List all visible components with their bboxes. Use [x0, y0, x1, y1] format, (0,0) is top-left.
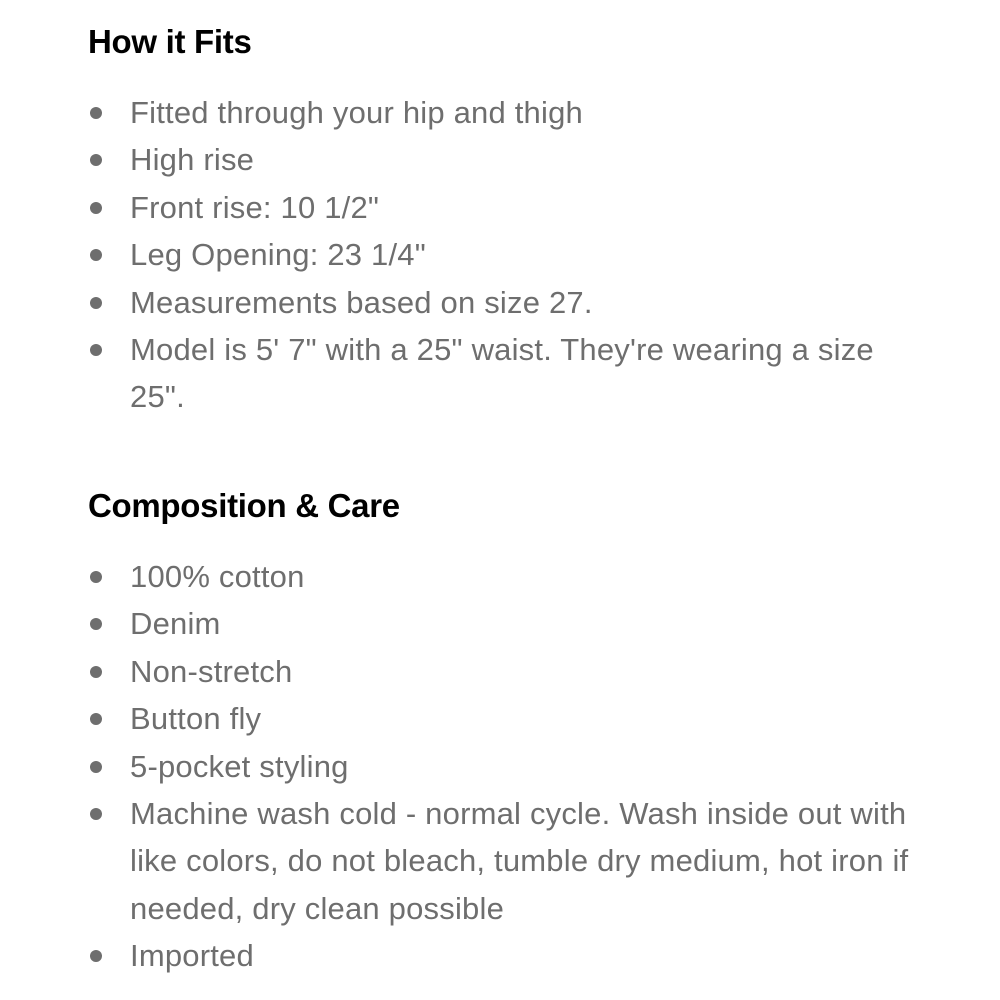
bullet-icon — [90, 808, 102, 820]
bullet-icon — [90, 761, 102, 773]
bullet-icon — [90, 571, 102, 583]
list-item-text: Model is 5' 7" with a 25" waist. They're wearing a size 25". — [130, 332, 874, 415]
bullet-icon — [90, 154, 102, 166]
list-item — [88, 743, 928, 790]
list-item — [88, 89, 928, 136]
list-item-text: Front rise: 10 1/2" — [130, 189, 380, 225]
bullet-icon — [90, 202, 102, 214]
list-item — [88, 326, 928, 421]
list-item-text: Measurements based on size 27. — [130, 284, 593, 320]
list-item — [88, 231, 928, 278]
bullet-icon — [90, 713, 102, 725]
list-item — [88, 790, 928, 932]
list-item-text: Button fly — [130, 701, 262, 737]
bullet-icon — [90, 297, 102, 309]
list-item — [88, 648, 928, 695]
list-item-text: Denim — [130, 606, 221, 642]
list-item — [88, 553, 928, 600]
bullet-icon — [90, 950, 102, 962]
composition-care-list — [88, 553, 928, 980]
list-item — [88, 279, 928, 326]
list-item-text: Leg Opening: 23 1/4" — [130, 237, 426, 273]
list-item — [88, 695, 928, 742]
list-item — [88, 600, 928, 647]
list-item — [88, 932, 928, 979]
list-item-text: 5-pocket styling — [130, 748, 349, 784]
list-item-text: 100% cotton — [130, 559, 305, 594]
list-item-text: High rise — [130, 142, 255, 178]
list-item — [88, 136, 928, 183]
bullet-icon — [90, 666, 102, 678]
bullet-icon — [90, 618, 102, 630]
composition-care-title: Composition & Care — [88, 487, 400, 524]
bullet-icon — [90, 344, 102, 356]
list-item — [88, 184, 928, 231]
how-it-fits-list — [88, 89, 928, 421]
bullet-icon — [90, 107, 102, 119]
list-item-text: Fitted through your hip and thigh — [130, 95, 583, 130]
list-item-text: Imported — [130, 938, 254, 974]
bullet-icon — [90, 249, 102, 261]
list-item-text: Non-stretch — [130, 653, 293, 689]
list-item-text: Machine wash cold - normal cycle. Wash inside out with like colors, do not bleach, tumble dry medium, hot iron if needed, dry clean possible — [130, 796, 909, 926]
how-it-fits-title: How it Fits — [88, 23, 252, 60]
